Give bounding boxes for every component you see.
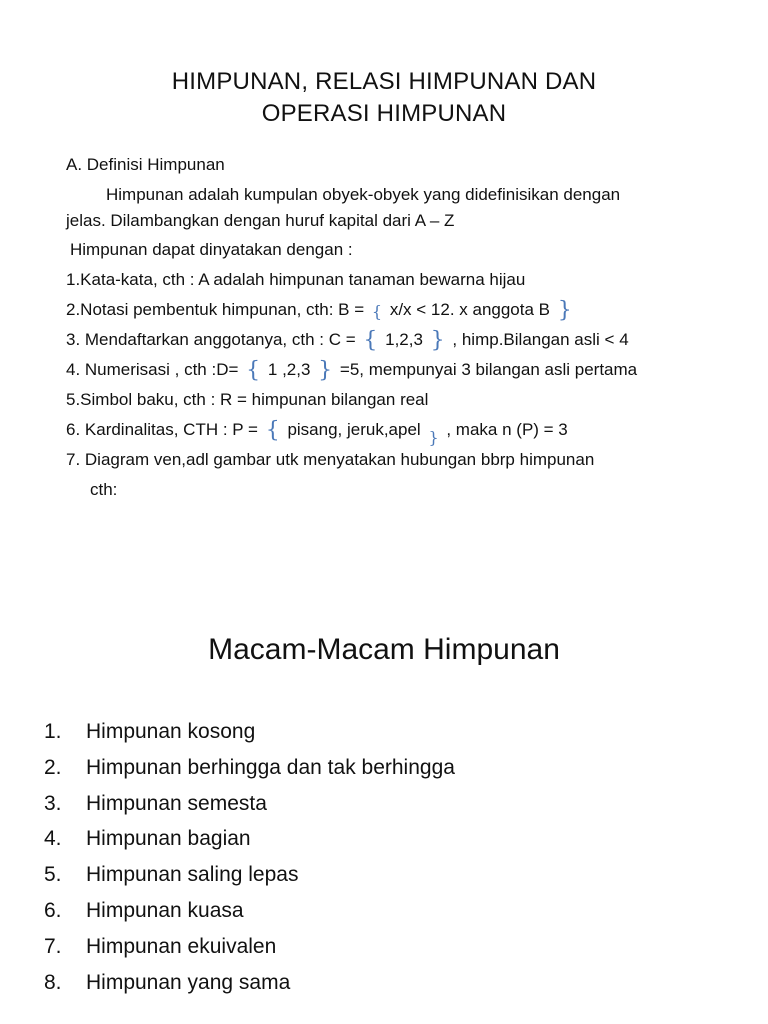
close-brace-icon: } (430, 328, 445, 353)
method-6-prefix: 6. Kardinalitas, CTH : P = (66, 420, 258, 439)
macam-heading: Macam-Macam Himpunan (208, 633, 560, 666)
list-item (44, 893, 455, 929)
macam-list (44, 714, 455, 1000)
method-3-set: 1,2,3 (385, 330, 423, 349)
list-item-label: Himpunan kosong (86, 720, 256, 743)
open-brace-icon: { (363, 328, 378, 353)
page-title (0, 66, 768, 130)
list-item-label: Himpunan saling lepas (86, 863, 299, 887)
representation-intro: Himpunan dapat dinyatakan dengan : (70, 240, 353, 259)
list-item-number: 2. (44, 755, 62, 779)
close-brace-icon: } (318, 358, 333, 383)
method-4 (66, 359, 637, 381)
list-item (44, 965, 455, 1001)
list-item-label: Himpunan kuasa (86, 898, 244, 922)
list-item-number: 1. (44, 720, 62, 743)
list-item-label: Himpunan ekuivalen (86, 934, 277, 958)
method-1: 1.Kata-kata, cth : A adalah himpunan tanaman bewarna hijau (66, 270, 526, 289)
list-item (44, 714, 455, 750)
definition-line-2: jelas. Dilambangkan dengan huruf kapital dari A – Z (66, 211, 455, 230)
method-7-line-2: cth: (90, 480, 118, 499)
method-7-line-1: 7. Diagram ven,adl gambar utk menyatakan hubungan bbrp himpunan (66, 450, 595, 469)
method-4-prefix: 4. Numerisasi , cth :D= (66, 360, 239, 379)
list-item-number: 5. (44, 863, 62, 887)
open-brace-icon: { (371, 302, 383, 321)
section-a-heading: A. Definisi Himpunan (66, 155, 225, 174)
method-2-prefix: 2.Notasi pembentuk himpunan, cth: B = (66, 300, 365, 319)
method-3-prefix: 3. Mendaftarkan anggotanya, cth : C = (66, 330, 356, 349)
close-brace-icon: } (428, 428, 439, 447)
method-3-suffix: , himp.Bilangan asli < 4 (452, 330, 629, 349)
list-item (44, 929, 455, 965)
list-item-label: Himpunan semesta (86, 791, 267, 815)
list-item-number: 8. (44, 970, 62, 994)
method-5: 5.Simbol baku, cth : R = himpunan bilangan real (66, 390, 429, 409)
definition-line-1: Himpunan adalah kumpulan obyek-obyek yang didefinisikan dengan (106, 185, 621, 204)
method-6-suffix: , maka n (P) = 3 (446, 420, 568, 439)
method-2-set: x/x < 12. x anggota B (389, 300, 551, 319)
open-brace-icon: { (246, 358, 261, 383)
method-2 (66, 299, 575, 321)
list-item-number: 3. (44, 791, 62, 815)
list-item-number: 6. (44, 898, 62, 922)
open-brace-icon: { (265, 418, 280, 443)
list-item (44, 821, 455, 857)
method-4-suffix: =5, mempunyai 3 bilangan asli pertama (339, 360, 638, 379)
list-item-label: Himpunan berhingga dan tak berhingga (86, 755, 455, 779)
list-item (44, 786, 455, 822)
list-item-number: 7. (44, 934, 62, 958)
method-4-set: 1 ,2,3 (267, 360, 311, 379)
title-line-1: HIMPUNAN, RELASI HIMPUNAN DAN (171, 68, 597, 95)
method-6-set: pisang, jeruk,apel (287, 420, 421, 439)
list-item-label: Himpunan bagian (86, 827, 251, 851)
close-brace-icon: } (557, 298, 572, 323)
list-item (44, 857, 455, 893)
title-line-2: OPERASI HIMPUNAN (261, 100, 507, 127)
list-item-number: 4. (44, 827, 62, 851)
method-3 (66, 329, 629, 351)
method-6 (66, 419, 568, 447)
list-item-label: Himpunan yang sama (86, 970, 291, 994)
list-item (44, 750, 455, 786)
